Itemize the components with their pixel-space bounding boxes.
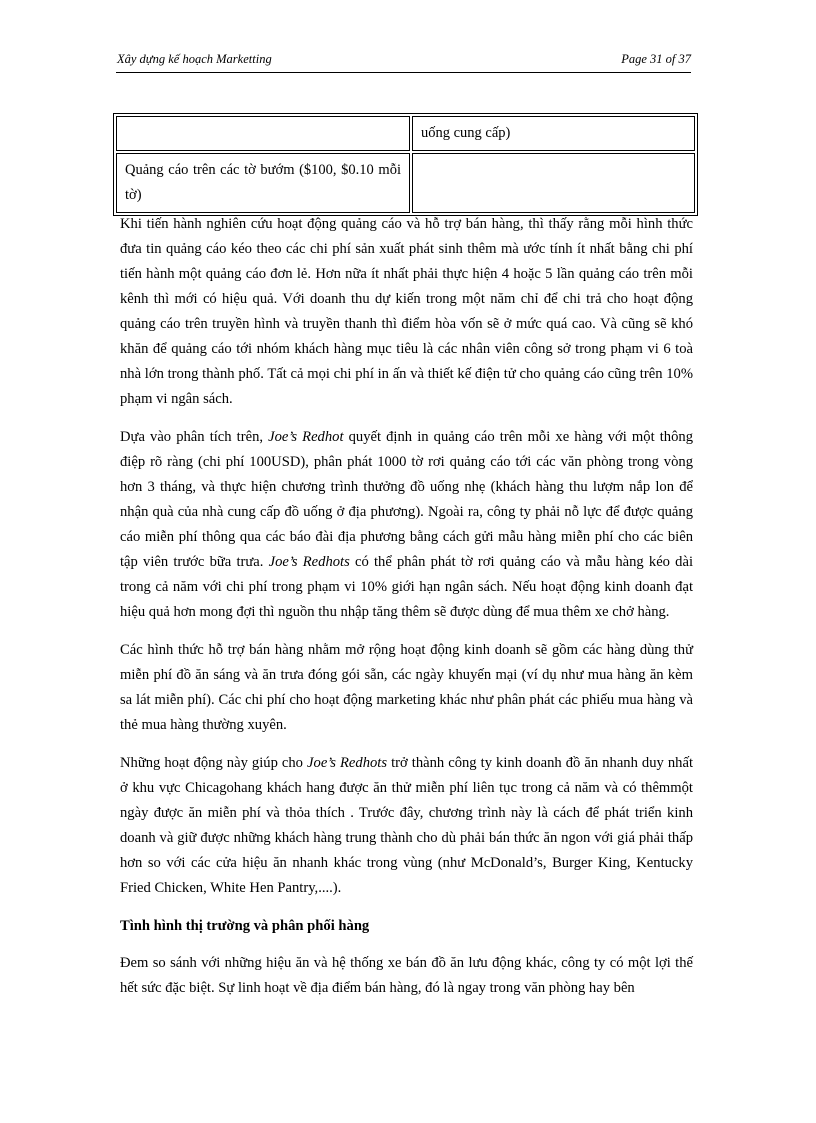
- table-cell: [116, 116, 410, 151]
- section-heading: Tình hình thị trường và phân phối hàng: [120, 918, 370, 934]
- text-run: trở thành công ty kinh doanh đồ ăn nhanh duy nhất ở khu vực Chicagohang khách hang được ăn thử miễn phí liên tục trong cả năm và có thêmmột ngày được ăn miễn phí và thỏa thích . Trước đây, chương trình này là cách để phát triển kinh doanh và giữ được những khách hàng trung thành cho dù phải bán thức ăn ngon với giá phải thấp hơn so với các cửa hiệu ăn nhanh khác trong vùng (như McDonald’s, Burger King, Kentucky Fried Chicken, White Hen Pantry,....).: [120, 755, 693, 896]
- brand-name: Joe’s Redhot: [268, 429, 344, 445]
- text-run: Dựa vào phân tích trên,: [120, 429, 269, 445]
- table-row: [116, 116, 695, 151]
- document-title: Xây dựng kế hoạch Marketting: [117, 52, 272, 66]
- cost-table: [113, 113, 698, 216]
- paragraph-advertising-research: Khi tiến hành nghiên cứu hoạt động quảng cáo và hỗ trợ bán hàng, thì thấy rằng mỗi hình thức đưa tin quảng cáo kéo theo các chi phí sản xuất phát sinh thêm mà ước tính ít nhất bằng chi phí tiến hành một quảng cáo đơn lẻ. Hơn nữa ít nhất phải thực hiện 4 hoặc 5 lần quảng cáo trên mỗi kênh thì mới có hiệu quả. Với doanh thu dự kiến trong một năm chỉ để chi trả cho hoạt động quảng cáo trên truyền hình và truyền thanh thì điểm hòa vốn sẽ ở mức quá cao. Và cũng sẽ khó khăn để quảng cáo tới nhóm khách hàng mục tiêu là các nhân viên công sở trong phạm vi 6 toà nhà lớn trong thành phố. Tất cả mọi chi phí in ấn và thiết kế điện tử cho quảng cáo cũng trên 10% phạm vi ngân sách.: [120, 216, 693, 407]
- text-run: quyết định in quảng cáo trên mỗi xe hàng với một thông điệp rõ ràng (chi phí 100USD), phân phát 1000 tờ rơi quảng cáo tới các văn phòng trong vòng hơn 3 tháng, và thực hiện chương trình thưởng đồ uống nhẹ (khách hàng thu lượm nắp lon để nhận quà của nhà cung cấp đồ uống ở địa phương). Ngoài ra, công ty phải nỗ lực để được quảng cáo miễn phí thông qua các báo đài địa phương bằng cách gửi mẫu hàng miễn phí cho các biên tập viên trước bữa trưa.: [120, 429, 693, 570]
- text-run: có thể phân phát tờ rơi quảng cáo và mẫu hàng kéo dài trong cả năm với chi phí trong phạm vi 10% giới hạn ngân sách. Nếu hoạt động kinh doanh đạt hiệu quả hơn mong đợi thì nguồn thu nhập tăng thêm sẽ được dùng để mua thêm xe chở hàng.: [120, 554, 694, 620]
- table-row: [116, 153, 695, 213]
- table-cell: Quảng cáo trên các tờ bướm ($100, $0.10 mỗi tờ): [116, 153, 410, 213]
- paragraph-advertising-decision: [120, 425, 693, 625]
- table-cell: [412, 153, 695, 213]
- paragraph-activities: [120, 751, 693, 901]
- brand-name: Joe’s Redhots: [268, 554, 350, 570]
- brand-name: Joe’s Redhots: [307, 755, 388, 771]
- page-number: Page 31 of 37: [621, 52, 691, 66]
- paragraph-market: Đem so sánh với những hiệu ăn và hệ thống xe bán đồ ăn lưu động khác, công ty có một lợi thế hết sức đặc biệt. Sự linh hoạt về địa điểm bán hàng, đó là ngay trong văn phòng hay bên: [120, 955, 693, 996]
- document-body: [120, 212, 693, 1014]
- table-cell: uống cung cấp): [412, 116, 695, 151]
- text-run: Những hoạt động này giúp cho: [120, 755, 308, 771]
- header-rule: [116, 72, 691, 73]
- paragraph-sales-support: Các hình thức hỗ trợ bán hàng nhằm mở rộng hoạt động kinh doanh sẽ gồm các hàng dùng thử miễn phí đồ ăn sáng và ăn trưa đóng gói sẵn, các ngày khuyến mại (ví dụ như mua hàng ăn kèm sa lát miễn phí). Các chi phí cho hoạt động marketing khác như phân phát các phiếu mua hàng và thẻ mua hàng thường xuyên.: [120, 642, 693, 733]
- page-header: [117, 52, 691, 70]
